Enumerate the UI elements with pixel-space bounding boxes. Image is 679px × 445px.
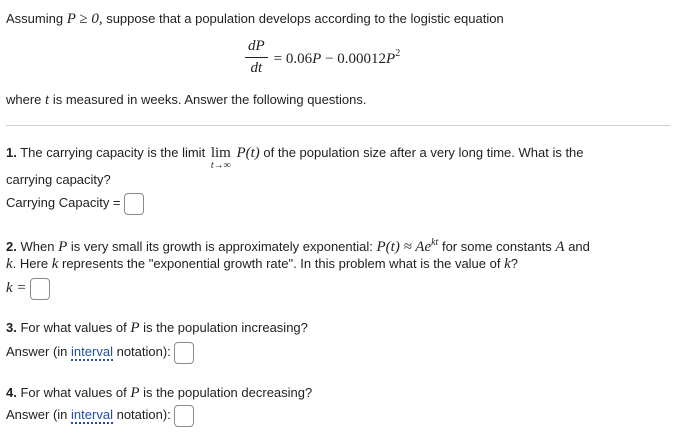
rhs-prefix: = 0.06 <box>273 50 313 67</box>
question-1-text-b: of the population size after a very long time. What is the <box>263 145 584 160</box>
intro-sentence <box>6 11 504 27</box>
limit-subscript: t→∞ <box>210 160 231 171</box>
question-4-answer-prefix: Answer (in <box>6 407 68 422</box>
question-2-var-k1: k <box>6 256 13 272</box>
question-3-answer-suffix: notation): <box>116 344 171 359</box>
question-1-answer-row <box>6 192 144 215</box>
rhs-var-p: P <box>312 50 322 67</box>
interval-help-link[interactable]: interval <box>71 407 113 422</box>
question-2-var-k2: k <box>51 256 59 272</box>
intro-assuming-text: Assuming <box>6 11 64 26</box>
question-2-text-a: When <box>20 239 55 254</box>
exponential-expression <box>377 239 439 255</box>
equation-rhs <box>274 48 401 68</box>
question-2-text-d: and <box>568 239 590 254</box>
k-value-input[interactable] <box>30 278 50 300</box>
intro-assuming-math: P ≥ 0, <box>66 11 103 27</box>
decreasing-interval-input[interactable] <box>174 405 194 427</box>
question-3-text-b: is the population increasing? <box>143 320 308 335</box>
carrying-capacity-label: Carrying Capacity = <box>6 195 121 210</box>
question-1-line-2 <box>6 172 111 188</box>
derivative-fraction <box>245 38 268 77</box>
question-4-var-p: P <box>130 385 140 401</box>
limit-expression <box>211 145 231 171</box>
question-2-line-2 <box>6 256 518 272</box>
question-4-text-b: is the population decreasing? <box>143 385 313 400</box>
question-4-text-a: For what values of <box>20 385 127 400</box>
increasing-interval-input[interactable] <box>174 342 194 364</box>
question-1-line-1 <box>6 145 584 171</box>
question-2-answer-row <box>6 277 50 300</box>
where-prefix: where <box>6 92 42 107</box>
question-2-text-c: for some constants <box>441 239 552 254</box>
question-1-number: 1. <box>6 145 17 160</box>
question-2-text-f: represents the "exponential growth rate". In this problem what is the value of <box>62 256 501 271</box>
question-2-number: 2. <box>6 239 17 254</box>
question-4-line-1 <box>6 385 312 401</box>
question-4-answer-row <box>6 404 194 427</box>
question-1-text-a: The carrying capacity is the limit <box>20 145 206 160</box>
intro-suffix-text: suppose that a population develops according to the logistic equation <box>106 11 504 26</box>
fraction-numerator: dP <box>245 38 268 58</box>
limit-word: lim <box>210 145 231 161</box>
interval-help-link[interactable]: interval <box>71 344 113 359</box>
exponential-base: P(t) ≈ Ae <box>376 239 432 255</box>
question-3-text-a: For what values of <box>20 320 127 335</box>
question-2-var-p: P <box>58 239 68 255</box>
fraction-denominator: dt <box>250 60 263 76</box>
rhs-middle: − 0.00012 <box>321 50 387 67</box>
carrying-capacity-input[interactable] <box>124 193 144 215</box>
where-sentence <box>6 92 366 108</box>
question-2-var-a: A <box>555 239 565 255</box>
logistic-equation <box>245 38 400 77</box>
question-2-var-k3: k <box>504 256 511 272</box>
question-3-answer-prefix: Answer (in <box>6 344 68 359</box>
where-var-t: t <box>45 92 50 108</box>
question-2-text-b: is very small its growth is approximately exponential: <box>70 239 373 254</box>
k-value-label: k = <box>6 280 27 296</box>
question-1-text-c: carrying capacity? <box>6 172 111 187</box>
question-2-text-g: ? <box>510 256 519 271</box>
question-4-number: 4. <box>6 385 17 400</box>
question-2-line-1 <box>6 235 590 255</box>
question-2-text-e: . Here <box>12 256 49 271</box>
where-suffix: is measured in weeks. Answer the following questions. <box>52 92 367 107</box>
question-3-number: 3. <box>6 320 17 335</box>
question-3-line-1 <box>6 320 308 336</box>
question-3-answer-row <box>6 341 194 364</box>
exponential-power: kt <box>431 237 439 248</box>
rhs-var-p-squared: P <box>386 50 396 67</box>
question-3-var-p: P <box>130 320 140 336</box>
limit-function: P(t) <box>236 145 260 161</box>
question-4-answer-suffix: notation): <box>116 407 171 422</box>
rhs-exponent: 2 <box>395 47 401 59</box>
section-divider <box>6 125 670 126</box>
